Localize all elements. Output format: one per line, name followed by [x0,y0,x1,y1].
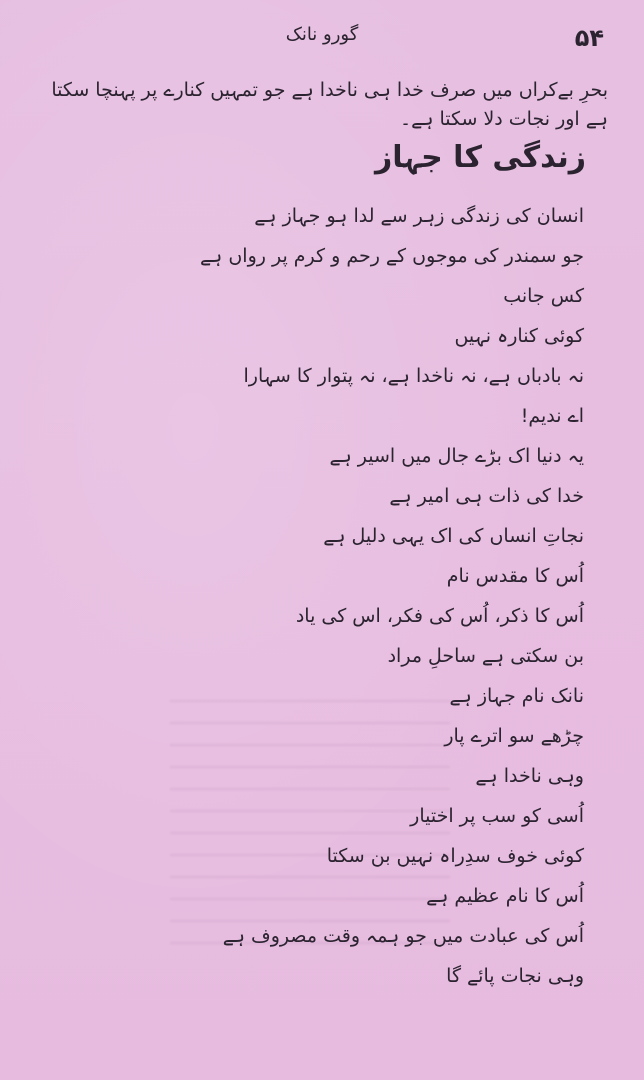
poem-line: اُس کا ذکر، اُس کی فکر، اس کی یاد [295,605,584,627]
poem-line: اُس کا مقدس نام [446,565,584,587]
poem-line: وہی نجات پائے گا [446,965,584,987]
poem-line: جو سمندر کی موجوں کے رحم و کرم پر رواں ہے [200,245,584,267]
poem-line: خدا کی ذات ہی امیر ہے [389,485,584,507]
poem-line: نانک نام جہاز ہے [449,685,584,707]
section-title: زندگی کا جہاز [375,140,586,175]
poem-line: کوئی خوف سدِراہ نہیں بن سکتا [326,845,584,867]
poem [164,196,584,996]
running-title: گورو نانک [285,24,359,45]
page-number: ۵۴ [574,24,604,52]
poem-line: نہ بادباں ہے، نہ ناخدا ہے، نہ پتوار کا سہارا [243,365,584,387]
poem-line: کوئی کنارہ نہیں [454,325,584,347]
poem-line: انسان کی زندگی زہر سے لدا ہو جہاز ہے [254,205,584,227]
poem-line: وہی ناخدا ہے [475,765,584,787]
poem-line: کس جانب [503,285,584,307]
poem-line: اُسی کو سب پر اختیار [410,805,584,827]
poem-line: اُس کا نام عظیم ہے [426,885,584,907]
poem-line: اُس کی عبادت میں جو ہمہ وقت مصروف ہے [222,925,584,947]
poem-line: چڑھے سو اترے پار [444,725,584,747]
poem-line: نجاتِ انساں کی اک یہی دلیل ہے [323,525,584,547]
poem-line: بن سکتی ہے ساحلِ مراد [387,645,584,667]
intro-paragraph: بحرِ بےکراں میں صرف خدا ہی ناخدا ہے جو تمہیں کنارے پر پہنچا سکتا ہے اور نجات دلا سکتا ہے۔ [51,79,608,130]
poem-line: یہ دنیا اک بڑے جال میں اسیر ہے [329,445,584,467]
page-header [0,18,644,58]
poem-line: اے ندیم! [520,405,584,427]
